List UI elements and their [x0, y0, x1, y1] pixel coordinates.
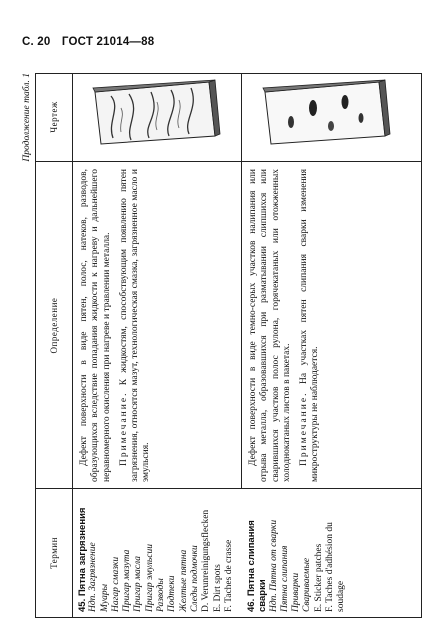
definition-note [119, 169, 153, 482]
page-number: С. 20 [22, 36, 51, 48]
term-line: Ндп. Пятна от сварки [268, 519, 279, 612]
note-text: К жидкостям, способствующим появлению пятен загрязнения, относятся мазут, технологическая смазка, загрязненное масло и эмульсия. [118, 168, 152, 482]
definition-cell-45 [79, 169, 159, 482]
term-cell-45 [77, 492, 235, 612]
term-title: 45. Пятна загрязнения [77, 507, 88, 612]
drawing-sticker-patches [261, 78, 396, 152]
note-text: На участках пятен слипания сварки изменения микроструктуры не наблюдается. [299, 168, 321, 482]
terms-table [35, 73, 422, 618]
table-header-row [36, 74, 73, 617]
column-header-drawing: Чертеж [49, 101, 59, 133]
term-line: F. Taches de crasse [223, 539, 234, 612]
column-divider [36, 161, 421, 162]
rotated-table-page [22, 73, 426, 618]
column-header-definition: Определение [49, 297, 59, 354]
definition-text: Дефект поверхности в виде пятен, полос, натеков, разводов, образующихся вследствие попадания жидкости к нагреву и дальнейшего неравномерного окисления при нагреве и травлении металла. [79, 169, 112, 482]
term-line: Пригар мазута [122, 549, 133, 612]
term-line: Пригар масла [133, 556, 144, 612]
page-header [22, 36, 162, 48]
note-label: Примечание. [118, 391, 129, 466]
term-line: E. Sticker patches [313, 543, 324, 612]
definition-note [299, 169, 322, 482]
term-line: Следы подмочки [189, 545, 200, 612]
note-label: Примечание. [299, 391, 310, 466]
term-line: Желтые пятна [178, 549, 189, 612]
term-line: Пригар эмульсии [144, 544, 155, 612]
term-line: F. Taches d'adhésion du soudage [325, 522, 347, 612]
continuation-label: Продолжение табл. 1 [22, 73, 32, 162]
drawing-dirt-spots [91, 78, 226, 152]
definition-cell-46 [248, 169, 328, 482]
term-cell-46 [246, 492, 348, 612]
term-line: Свариваемые [302, 557, 313, 612]
column-header-term: Термин [49, 537, 59, 569]
term-title: 46. Пятна слипания сварки [246, 520, 269, 612]
term-line: Муары [99, 583, 110, 612]
row-divider [241, 74, 242, 489]
term-line: Пятна слипания [279, 545, 290, 612]
term-line: Ндп. Загрязнение [88, 542, 99, 612]
definition-text: Дефект поверхности в виде темно-серых участков налипания или отрыва металла, образовавшихся при разматывании слипшихся или сварившихся участков полос рулона, горячекатаных или отожженных холоднокатаных листов в пакетах. [248, 169, 292, 482]
term-line: E. Dirt spots [212, 564, 223, 612]
term-line: Подтеки [167, 575, 178, 612]
term-line: Разводы [156, 578, 167, 612]
term-line: Нагар смазки [110, 556, 121, 612]
column-divider [36, 488, 421, 489]
term-line: D. Verunreinigungsflecken [201, 509, 212, 612]
term-line: Приварки [291, 572, 302, 612]
standard-code: ГОСТ 21014—88 [61, 36, 155, 48]
